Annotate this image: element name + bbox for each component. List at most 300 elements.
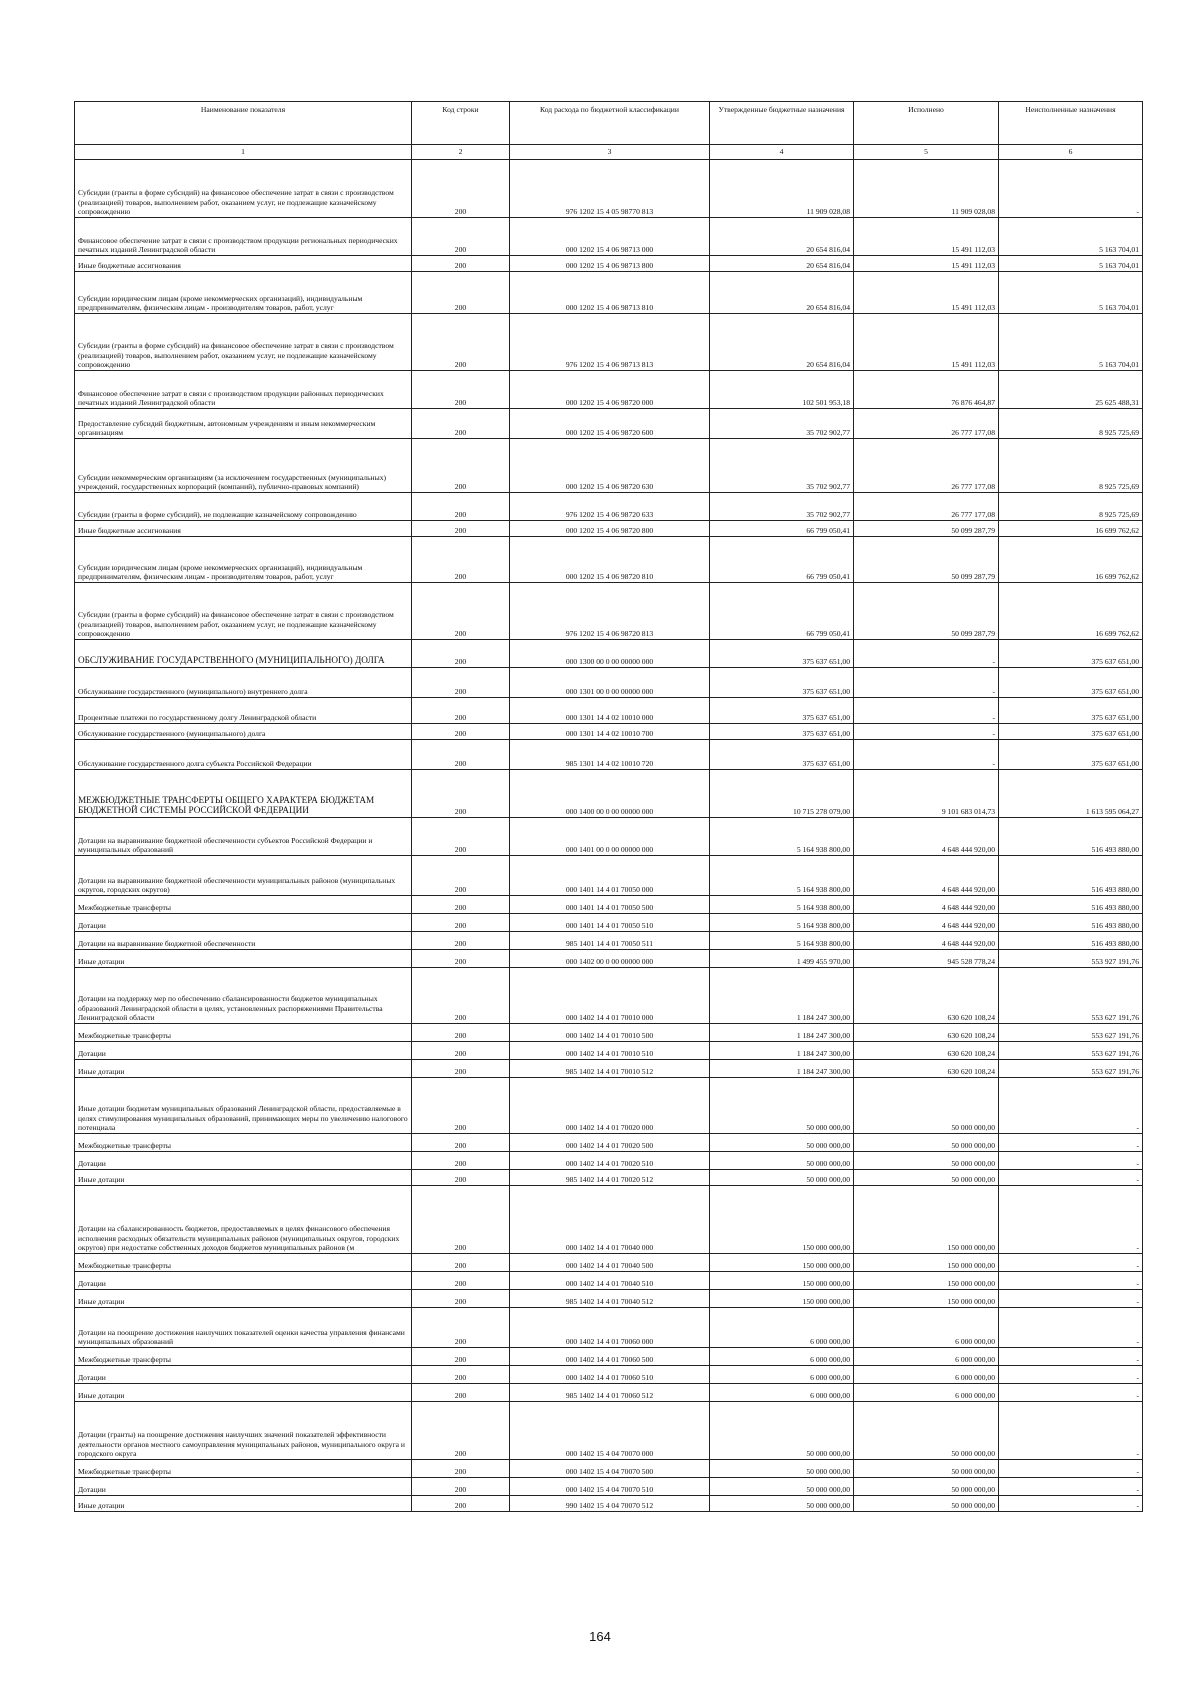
row-line-code: 200 xyxy=(412,1078,510,1134)
table-row xyxy=(75,1152,1143,1170)
row-indicator-name: Дотации xyxy=(75,1042,412,1060)
row-executed-amount: 26 777 177,08 xyxy=(854,409,999,439)
row-approved-amount: 1 184 247 300,00 xyxy=(710,968,854,1024)
row-budget-code: 985 1402 14 4 01 70040 512 xyxy=(510,1290,710,1308)
row-budget-code: 000 1202 15 4 06 98720 600 xyxy=(510,409,710,439)
row-budget-code: 976 1202 15 4 06 98720 813 xyxy=(510,583,710,640)
table-row xyxy=(75,160,1143,218)
row-approved-amount: 150 000 000,00 xyxy=(710,1290,854,1308)
row-executed-amount: - xyxy=(854,668,999,698)
row-unexecuted-amount: 16 699 762,62 xyxy=(999,537,1143,583)
page-number: 164 xyxy=(589,1629,611,1644)
row-unexecuted-amount: 1 613 595 064,27 xyxy=(999,770,1143,818)
row-approved-amount: 102 501 953,18 xyxy=(710,371,854,409)
table-row xyxy=(75,583,1143,640)
row-budget-code: 000 1402 14 4 01 70010 000 xyxy=(510,968,710,1024)
row-budget-code: 000 1402 14 4 01 70060 000 xyxy=(510,1308,710,1348)
row-indicator-name: Дотации на поддержку мер по обеспечению сбалансированности бюджетов муниципальных образований Ленинградской области в целях, установленных распоряжениями Правительства Ленинградской области xyxy=(75,968,412,1024)
table-row xyxy=(75,1290,1143,1308)
row-line-code: 200 xyxy=(412,493,510,521)
row-executed-amount: 4 648 444 920,00 xyxy=(854,914,999,932)
row-line-code: 200 xyxy=(412,818,510,856)
row-executed-amount: 15 491 112,03 xyxy=(854,218,999,256)
row-line-code: 200 xyxy=(412,1254,510,1272)
row-unexecuted-amount: 553 627 191,76 xyxy=(999,1024,1143,1042)
row-budget-code: 000 1301 14 4 02 10010 700 xyxy=(510,724,710,740)
row-executed-amount: - xyxy=(854,724,999,740)
row-unexecuted-amount: - xyxy=(999,1402,1143,1460)
row-budget-code: 000 1402 14 4 01 70010 500 xyxy=(510,1024,710,1042)
row-executed-amount: 50 000 000,00 xyxy=(854,1152,999,1170)
table-row xyxy=(75,493,1143,521)
row-approved-amount: 5 164 938 800,00 xyxy=(710,914,854,932)
table-row xyxy=(75,1078,1143,1134)
table-row xyxy=(75,932,1143,950)
row-line-code: 200 xyxy=(412,698,510,724)
row-line-code: 200 xyxy=(412,1290,510,1308)
table-row xyxy=(75,1348,1143,1366)
row-line-code: 200 xyxy=(412,668,510,698)
column-number: 5 xyxy=(854,145,999,160)
header-budget-classification-code: Код расхода по бюджетной классификации xyxy=(510,102,710,145)
row-unexecuted-amount: - xyxy=(999,1460,1143,1478)
row-approved-amount: 66 799 050,41 xyxy=(710,537,854,583)
column-number: 2 xyxy=(412,145,510,160)
row-executed-amount: 50 099 287,79 xyxy=(854,521,999,537)
row-indicator-name: Дотации xyxy=(75,1272,412,1290)
row-executed-amount: 50 000 000,00 xyxy=(854,1478,999,1496)
row-approved-amount: 11 909 028,08 xyxy=(710,160,854,218)
row-budget-code: 000 1401 14 4 01 70050 510 xyxy=(510,914,710,932)
row-unexecuted-amount: 553 927 191,76 xyxy=(999,950,1143,968)
row-budget-code: 000 1402 14 4 01 70020 510 xyxy=(510,1152,710,1170)
row-approved-amount: 50 000 000,00 xyxy=(710,1152,854,1170)
row-executed-amount: 945 528 778,24 xyxy=(854,950,999,968)
row-indicator-name: Обслуживание государственного (муниципального) долга xyxy=(75,724,412,740)
table-row xyxy=(75,1254,1143,1272)
row-unexecuted-amount: - xyxy=(999,160,1143,218)
header-unexecuted-appropriations: Неисполненные назначения xyxy=(999,102,1143,145)
row-unexecuted-amount: 375 637 651,00 xyxy=(999,724,1143,740)
row-executed-amount: 11 909 028,08 xyxy=(854,160,999,218)
table-row xyxy=(75,371,1143,409)
row-executed-amount: 150 000 000,00 xyxy=(854,1290,999,1308)
table-row xyxy=(75,740,1143,770)
row-executed-amount: 26 777 177,08 xyxy=(854,439,999,493)
row-approved-amount: 5 164 938 800,00 xyxy=(710,856,854,896)
row-unexecuted-amount: 8 925 725,69 xyxy=(999,439,1143,493)
row-line-code: 200 xyxy=(412,770,510,818)
row-unexecuted-amount: 375 637 651,00 xyxy=(999,740,1143,770)
table-row xyxy=(75,521,1143,537)
row-line-code: 200 xyxy=(412,1402,510,1460)
row-budget-code: 000 1202 15 4 06 98713 000 xyxy=(510,218,710,256)
row-approved-amount: 150 000 000,00 xyxy=(710,1254,854,1272)
row-indicator-name: Субсидии (гранты в форме субсидий), не подлежащие казначейскому сопровождению xyxy=(75,493,412,521)
row-approved-amount: 5 164 938 800,00 xyxy=(710,896,854,914)
row-approved-amount: 6 000 000,00 xyxy=(710,1348,854,1366)
row-approved-amount: 5 164 938 800,00 xyxy=(710,932,854,950)
row-approved-amount: 375 637 651,00 xyxy=(710,668,854,698)
row-budget-code: 990 1402 15 4 04 70070 512 xyxy=(510,1496,710,1512)
row-line-code: 200 xyxy=(412,1170,510,1186)
row-unexecuted-amount: - xyxy=(999,1290,1143,1308)
row-budget-code: 000 1402 15 4 04 70070 000 xyxy=(510,1402,710,1460)
row-indicator-name: Дотации на выравнивание бюджетной обеспеченности муниципальных районов (муниципальных округов, городских округов) xyxy=(75,856,412,896)
row-approved-amount: 1 184 247 300,00 xyxy=(710,1024,854,1042)
row-approved-amount: 50 000 000,00 xyxy=(710,1496,854,1512)
row-budget-code: 985 1402 14 4 01 70010 512 xyxy=(510,1060,710,1078)
row-budget-code: 976 1202 15 4 05 98770 813 xyxy=(510,160,710,218)
table-row xyxy=(75,950,1143,968)
row-indicator-name: Иные бюджетные ассигнования xyxy=(75,256,412,272)
row-indicator-name: Дотации xyxy=(75,1366,412,1384)
row-line-code: 200 xyxy=(412,314,510,371)
row-indicator-name: Дотации xyxy=(75,914,412,932)
table-row xyxy=(75,1024,1143,1042)
row-line-code: 200 xyxy=(412,640,510,668)
row-line-code: 200 xyxy=(412,950,510,968)
table-body xyxy=(75,160,1143,1512)
table-row xyxy=(75,968,1143,1024)
row-line-code: 200 xyxy=(412,160,510,218)
row-indicator-name: Иные дотации xyxy=(75,1384,412,1402)
row-budget-code: 000 1202 15 4 06 98713 810 xyxy=(510,272,710,314)
table-row xyxy=(75,409,1143,439)
row-budget-code: 000 1402 00 0 00 00000 000 xyxy=(510,950,710,968)
row-approved-amount: 6 000 000,00 xyxy=(710,1366,854,1384)
header-row xyxy=(75,102,1143,145)
row-indicator-name: Дотации на выравнивание бюджетной обеспеченности субъектов Российской Федерации и муниципальных образований xyxy=(75,818,412,856)
row-executed-amount: 630 620 108,24 xyxy=(854,1042,999,1060)
row-line-code: 200 xyxy=(412,1024,510,1042)
row-budget-code: 000 1400 00 0 00 00000 000 xyxy=(510,770,710,818)
table-row xyxy=(75,1170,1143,1186)
row-indicator-name: Предоставление субсидий бюджетным, автономным учреждениям и иным некоммерческим организациям xyxy=(75,409,412,439)
row-approved-amount: 35 702 902,77 xyxy=(710,493,854,521)
table-row xyxy=(75,914,1143,932)
row-executed-amount: 50 000 000,00 xyxy=(854,1460,999,1478)
row-approved-amount: 6 000 000,00 xyxy=(710,1384,854,1402)
row-executed-amount: - xyxy=(854,740,999,770)
table-row xyxy=(75,1384,1143,1402)
table-row xyxy=(75,896,1143,914)
row-unexecuted-amount: 516 493 880,00 xyxy=(999,896,1143,914)
row-approved-amount: 375 637 651,00 xyxy=(710,698,854,724)
row-unexecuted-amount: 553 627 191,76 xyxy=(999,1042,1143,1060)
row-budget-code: 000 1402 14 4 01 70040 500 xyxy=(510,1254,710,1272)
row-approved-amount: 35 702 902,77 xyxy=(710,409,854,439)
row-indicator-name: Межбюджетные трансферты xyxy=(75,1024,412,1042)
row-unexecuted-amount: - xyxy=(999,1308,1143,1348)
row-executed-amount: 150 000 000,00 xyxy=(854,1186,999,1254)
row-executed-amount: 9 101 683 014,73 xyxy=(854,770,999,818)
row-indicator-name: Иные бюджетные ассигнования xyxy=(75,521,412,537)
row-executed-amount: 4 648 444 920,00 xyxy=(854,818,999,856)
row-indicator-name: Субсидии юридическим лицам (кроме некоммерческих организаций), индивидуальным предпринимателям, физическим лицам - производителям товаров, работ, услуг xyxy=(75,272,412,314)
row-executed-amount: - xyxy=(854,698,999,724)
table-header xyxy=(75,102,1143,160)
table-row xyxy=(75,218,1143,256)
row-indicator-name: Дотации на поощрение достижения наилучших показателей оценки качества управления финансами муниципальных образований xyxy=(75,1308,412,1348)
row-executed-amount: 15 491 112,03 xyxy=(854,314,999,371)
row-budget-code: 000 1202 15 4 06 98720 800 xyxy=(510,521,710,537)
row-unexecuted-amount: 8 925 725,69 xyxy=(999,493,1143,521)
row-executed-amount: 26 777 177,08 xyxy=(854,493,999,521)
row-unexecuted-amount: 516 493 880,00 xyxy=(999,932,1143,950)
row-approved-amount: 1 184 247 300,00 xyxy=(710,1042,854,1060)
row-unexecuted-amount: 5 163 704,01 xyxy=(999,272,1143,314)
row-unexecuted-amount: 25 625 488,31 xyxy=(999,371,1143,409)
row-line-code: 200 xyxy=(412,409,510,439)
row-budget-code: 985 1301 14 4 02 10010 720 xyxy=(510,740,710,770)
row-line-code: 200 xyxy=(412,1384,510,1402)
row-line-code: 200 xyxy=(412,371,510,409)
row-indicator-name: Дотации на сбалансированность бюджетов, предоставляемых в целях финансового обеспечения исполнения расходных обязательств муниципальных районов (муниципальных округов, городских округов) при недостатке собственных доходов бюджетов муниципальных районов (м xyxy=(75,1186,412,1254)
row-indicator-name: Иные дотации бюджетам муниципальных образований Ленинградской области, предоставляемые в целях стимулирования муниципальных образований, принимающих меры по увеличению налогового потенциала xyxy=(75,1078,412,1134)
table-row xyxy=(75,256,1143,272)
header-indicator-name: Наименование показателя xyxy=(75,102,412,145)
row-approved-amount: 50 000 000,00 xyxy=(710,1478,854,1496)
row-executed-amount: 150 000 000,00 xyxy=(854,1272,999,1290)
row-line-code: 200 xyxy=(412,439,510,493)
row-approved-amount: 375 637 651,00 xyxy=(710,740,854,770)
table-row xyxy=(75,1308,1143,1348)
table-row xyxy=(75,439,1143,493)
row-indicator-name: Иные дотации xyxy=(75,1496,412,1512)
row-line-code: 200 xyxy=(412,724,510,740)
row-line-code: 200 xyxy=(412,583,510,640)
row-unexecuted-amount: 5 163 704,01 xyxy=(999,314,1143,371)
row-line-code: 200 xyxy=(412,1478,510,1496)
row-unexecuted-amount: 16 699 762,62 xyxy=(999,521,1143,537)
column-number: 1 xyxy=(75,145,412,160)
row-approved-amount: 20 654 816,04 xyxy=(710,314,854,371)
row-line-code: 200 xyxy=(412,856,510,896)
row-executed-amount: 4 648 444 920,00 xyxy=(854,856,999,896)
row-unexecuted-amount: - xyxy=(999,1254,1143,1272)
row-unexecuted-amount: 16 699 762,62 xyxy=(999,583,1143,640)
row-executed-amount: 4 648 444 920,00 xyxy=(854,896,999,914)
row-approved-amount: 1 184 247 300,00 xyxy=(710,1060,854,1078)
row-line-code: 200 xyxy=(412,896,510,914)
table-row xyxy=(75,770,1143,818)
row-executed-amount: 50 000 000,00 xyxy=(854,1402,999,1460)
row-budget-code: 000 1401 00 0 00 00000 000 xyxy=(510,818,710,856)
row-executed-amount: 50 000 000,00 xyxy=(854,1496,999,1512)
table-row xyxy=(75,698,1143,724)
row-indicator-name: Межбюджетные трансферты xyxy=(75,1134,412,1152)
row-indicator-name: Субсидии юридическим лицам (кроме некоммерческих организаций), индивидуальным предпринимателям, физическим лицам - производителям товаров, работ, услуг xyxy=(75,537,412,583)
row-unexecuted-amount: 5 163 704,01 xyxy=(999,218,1143,256)
row-approved-amount: 20 654 816,04 xyxy=(710,218,854,256)
row-line-code: 200 xyxy=(412,1460,510,1478)
column-number: 4 xyxy=(710,145,854,160)
row-executed-amount: 50 099 287,79 xyxy=(854,537,999,583)
row-line-code: 200 xyxy=(412,968,510,1024)
row-unexecuted-amount: - xyxy=(999,1478,1143,1496)
row-budget-code: 000 1202 15 4 06 98720 810 xyxy=(510,537,710,583)
table-row xyxy=(75,1272,1143,1290)
row-budget-code: 000 1402 14 4 01 70020 000 xyxy=(510,1078,710,1134)
row-unexecuted-amount: - xyxy=(999,1170,1143,1186)
header-approved-appropriations: Утвержденные бюджетные назначения xyxy=(710,102,854,145)
table-row xyxy=(75,1496,1143,1512)
row-executed-amount: 50 000 000,00 xyxy=(854,1078,999,1134)
row-unexecuted-amount: - xyxy=(999,1186,1143,1254)
table-row xyxy=(75,1186,1143,1254)
header-line-code: Код строки xyxy=(412,102,510,145)
row-budget-code: 000 1402 14 4 01 70040 000 xyxy=(510,1186,710,1254)
row-line-code: 200 xyxy=(412,218,510,256)
row-budget-code: 000 1202 15 4 06 98713 800 xyxy=(510,256,710,272)
column-number-row xyxy=(75,145,1143,160)
row-budget-code: 985 1402 14 4 01 70060 512 xyxy=(510,1384,710,1402)
row-executed-amount: 50 099 287,79 xyxy=(854,583,999,640)
row-line-code: 200 xyxy=(412,1366,510,1384)
row-line-code: 200 xyxy=(412,1134,510,1152)
row-line-code: 200 xyxy=(412,740,510,770)
row-unexecuted-amount: 8 925 725,69 xyxy=(999,409,1143,439)
row-approved-amount: 150 000 000,00 xyxy=(710,1272,854,1290)
row-executed-amount: 76 876 464,87 xyxy=(854,371,999,409)
row-line-code: 200 xyxy=(412,932,510,950)
row-unexecuted-amount: 553 627 191,76 xyxy=(999,1060,1143,1078)
row-unexecuted-amount: - xyxy=(999,1078,1143,1134)
row-indicator-name: Обслуживание государственного (муниципального) внутреннего долга xyxy=(75,668,412,698)
row-approved-amount: 50 000 000,00 xyxy=(710,1170,854,1186)
row-unexecuted-amount: 375 637 651,00 xyxy=(999,640,1143,668)
row-unexecuted-amount: 375 637 651,00 xyxy=(999,698,1143,724)
row-indicator-name: Иные дотации xyxy=(75,1290,412,1308)
row-line-code: 200 xyxy=(412,1152,510,1170)
table-row xyxy=(75,314,1143,371)
row-executed-amount: 6 000 000,00 xyxy=(854,1348,999,1366)
row-unexecuted-amount: - xyxy=(999,1134,1143,1152)
row-unexecuted-amount: - xyxy=(999,1384,1143,1402)
row-approved-amount: 375 637 651,00 xyxy=(710,640,854,668)
row-approved-amount: 66 799 050,41 xyxy=(710,583,854,640)
table-row xyxy=(75,537,1143,583)
row-line-code: 200 xyxy=(412,1272,510,1290)
row-budget-code: 976 1202 15 4 06 98713 813 xyxy=(510,314,710,371)
row-budget-code: 000 1402 15 4 04 70070 500 xyxy=(510,1460,710,1478)
row-indicator-name: Субсидии (гранты в форме субсидий) на финансовое обеспечение затрат в связи с производством (реализацией) товаров, выполнением работ, оказанием услуг, не подлежащие казначейскому сопровождению xyxy=(75,314,412,371)
column-number: 6 xyxy=(999,145,1143,160)
row-indicator-name: Субсидии (гранты в форме субсидий) на финансовое обеспечение затрат в связи с производством (реализацией) товаров, выполнением работ, оказанием услуг, не подлежащие казначейскому сопровождению xyxy=(75,583,412,640)
row-line-code: 200 xyxy=(412,272,510,314)
row-approved-amount: 20 654 816,04 xyxy=(710,256,854,272)
row-unexecuted-amount: 516 493 880,00 xyxy=(999,856,1143,896)
table-row xyxy=(75,1366,1143,1384)
row-approved-amount: 35 702 902,77 xyxy=(710,439,854,493)
row-unexecuted-amount: - xyxy=(999,1272,1143,1290)
budget-execution-table xyxy=(74,101,1143,1512)
table-row xyxy=(75,724,1143,740)
row-unexecuted-amount: 553 627 191,76 xyxy=(999,968,1143,1024)
table-row xyxy=(75,640,1143,668)
row-indicator-name: МЕЖБЮДЖЕТНЫЕ ТРАНСФЕРТЫ ОБЩЕГО ХАРАКТЕРА БЮДЖЕТАМ БЮДЖЕТНОЙ СИСТЕМЫ РОССИЙСКОЙ ФЕДЕРАЦИИ xyxy=(75,770,412,818)
row-approved-amount: 6 000 000,00 xyxy=(710,1308,854,1348)
row-budget-code: 000 1402 15 4 04 70070 510 xyxy=(510,1478,710,1496)
row-budget-code: 000 1402 14 4 01 70060 510 xyxy=(510,1366,710,1384)
row-indicator-name: Дотации xyxy=(75,1152,412,1170)
row-approved-amount: 1 499 455 970,00 xyxy=(710,950,854,968)
table-row xyxy=(75,1478,1143,1496)
row-approved-amount: 50 000 000,00 xyxy=(710,1134,854,1152)
table-row xyxy=(75,1402,1143,1460)
row-indicator-name: Иные дотации xyxy=(75,1170,412,1186)
row-indicator-name: Финансовое обеспечение затрат в связи с производством продукции районных периодических печатных изданий Ленинградской области xyxy=(75,371,412,409)
row-budget-code: 976 1202 15 4 06 98720 633 xyxy=(510,493,710,521)
row-executed-amount: 150 000 000,00 xyxy=(854,1254,999,1272)
row-executed-amount: 6 000 000,00 xyxy=(854,1308,999,1348)
row-indicator-name: Межбюджетные трансферты xyxy=(75,1254,412,1272)
row-approved-amount: 10 715 278 079,00 xyxy=(710,770,854,818)
row-indicator-name: Дотации (гранты) на поощрение достижения наилучших значений показателей эффективности деятельности органов местного самоуправления муниципальных районов, муниципального округа и городского округа xyxy=(75,1402,412,1460)
row-budget-code: 000 1402 14 4 01 70010 510 xyxy=(510,1042,710,1060)
row-unexecuted-amount: - xyxy=(999,1348,1143,1366)
table-row xyxy=(75,856,1143,896)
row-executed-amount: 4 648 444 920,00 xyxy=(854,932,999,950)
row-indicator-name: Межбюджетные трансферты xyxy=(75,1348,412,1366)
row-line-code: 200 xyxy=(412,1308,510,1348)
row-executed-amount: 6 000 000,00 xyxy=(854,1384,999,1402)
row-budget-code: 000 1402 14 4 01 70020 500 xyxy=(510,1134,710,1152)
row-indicator-name: Процентные платежи по государственному долгу Ленинградской области xyxy=(75,698,412,724)
row-approved-amount: 5 164 938 800,00 xyxy=(710,818,854,856)
row-budget-code: 000 1300 00 0 00 00000 000 xyxy=(510,640,710,668)
row-approved-amount: 66 799 050,41 xyxy=(710,521,854,537)
row-executed-amount: 15 491 112,03 xyxy=(854,272,999,314)
row-indicator-name: Дотации на выравнивание бюджетной обеспеченности xyxy=(75,932,412,950)
table-row xyxy=(75,818,1143,856)
row-budget-code: 000 1401 14 4 01 70050 000 xyxy=(510,856,710,896)
row-executed-amount: - xyxy=(854,640,999,668)
table-row xyxy=(75,1060,1143,1078)
row-unexecuted-amount: - xyxy=(999,1496,1143,1512)
row-line-code: 200 xyxy=(412,521,510,537)
row-line-code: 200 xyxy=(412,256,510,272)
row-approved-amount: 375 637 651,00 xyxy=(710,724,854,740)
row-executed-amount: 630 620 108,24 xyxy=(854,968,999,1024)
row-indicator-name: Межбюджетные трансферты xyxy=(75,896,412,914)
row-unexecuted-amount: 516 493 880,00 xyxy=(999,914,1143,932)
table-row xyxy=(75,272,1143,314)
row-line-code: 200 xyxy=(412,1042,510,1060)
column-number: 3 xyxy=(510,145,710,160)
row-indicator-name: Иные дотации xyxy=(75,950,412,968)
row-unexecuted-amount: 375 637 651,00 xyxy=(999,668,1143,698)
table-row xyxy=(75,1134,1143,1152)
row-approved-amount: 50 000 000,00 xyxy=(710,1078,854,1134)
row-unexecuted-amount: - xyxy=(999,1152,1143,1170)
row-budget-code: 000 1301 14 4 02 10010 000 xyxy=(510,698,710,724)
row-budget-code: 000 1402 14 4 01 70040 510 xyxy=(510,1272,710,1290)
row-budget-code: 000 1202 15 4 06 98720 000 xyxy=(510,371,710,409)
row-budget-code: 000 1401 14 4 01 70050 500 xyxy=(510,896,710,914)
row-line-code: 200 xyxy=(412,537,510,583)
header-executed: Исполнено xyxy=(854,102,999,145)
row-approved-amount: 20 654 816,04 xyxy=(710,272,854,314)
table-row xyxy=(75,1460,1143,1478)
row-executed-amount: 6 000 000,00 xyxy=(854,1366,999,1384)
row-indicator-name: Межбюджетные трансферты xyxy=(75,1460,412,1478)
row-line-code: 200 xyxy=(412,1060,510,1078)
row-unexecuted-amount: 516 493 880,00 xyxy=(999,818,1143,856)
table-row xyxy=(75,668,1143,698)
row-indicator-name: Субсидии (гранты в форме субсидий) на финансовое обеспечение затрат в связи с производством (реализацией) товаров, выполнением работ, оказанием услуг, не подлежащие казначейскому сопровождению xyxy=(75,160,412,218)
